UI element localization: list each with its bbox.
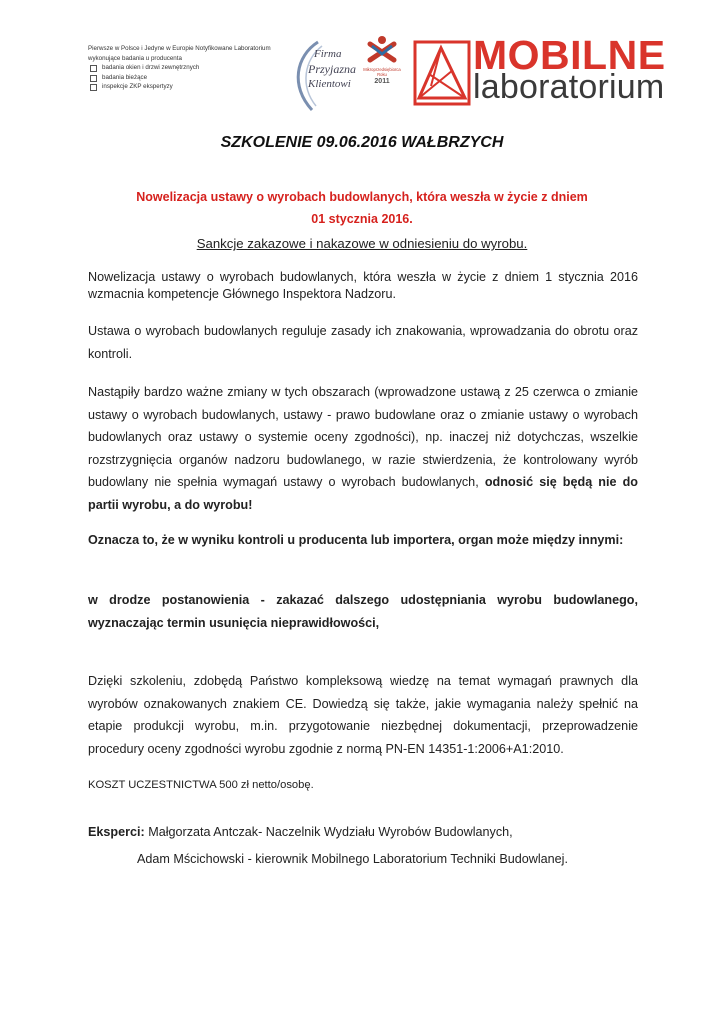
brand-laboratorium: laboratorium xyxy=(473,68,665,106)
firma-word-2: Przyjazna xyxy=(308,62,356,76)
underlined-subtitle: Sankcje zakazowe i nakazowe w odniesieniu do wyrobu. xyxy=(196,236,528,251)
letterhead xyxy=(0,0,724,120)
paragraph-6: Dzięki szkoleniu, zdobędą Państwo kompleksową wiedzę na temat wymagań prawnych dla wyrobów oznakowanych znakiem CE. Dowiedzą się także, jakie wymagania należy spełnić na etapie produkcji wyrobu, m.in. przygotowanie niezbędnej dokumentacji, przeprowadzenie procedury oceny zgodności wyrobu zgodnie z normą PN-EN 14351-1:2006+A1:2010. xyxy=(88,674,638,756)
mikroprzedsiebiorca-logo xyxy=(358,34,406,98)
award-text: Mikroprzedsiębiorca Roku xyxy=(363,67,401,77)
brand-mobilne: MOBILNE xyxy=(473,32,666,78)
mobilne-laboratorium-logo xyxy=(413,32,666,108)
red-subtitle-line-1: Nowelizacja ustawy o wyrobach budowlanych, która weszła w życie z dniem xyxy=(136,190,588,204)
paragraph-3-text: Nastąpiły bardzo ważne zmiany w tych obszarach (wprowadzone ustawą z 25 czerwca o zmianie ustawy o wyrobach budowlanych, ustawy - prawo budowlane oraz o zmianie ustawy o wyrobach budowlanych oraz ustawy o systemie oceny zgodności), np. inaczej niż dotychczas, wszelkie rozstrzygnięcia organów nadzoru budowlanego, w razie stwierdzenia, że kontrolowany wyrób budowlany nie spełnia wymagań ustawy o wyrobach budowlanych, xyxy=(88,385,638,489)
expert-1: Małgorzata Antczak- Naczelnik Wydziału Wyrobów Budowlanych, xyxy=(144,825,513,839)
lab-mark-icon xyxy=(413,40,471,106)
experts-label: Eksperci: xyxy=(88,825,145,839)
lab-description xyxy=(88,44,298,92)
award-figure-icon xyxy=(358,34,406,66)
service-item: badania okien i drzwi zewnętrznych xyxy=(88,63,298,73)
service-list xyxy=(88,63,298,92)
firma-przyjazna-klientowi-logo xyxy=(288,36,366,114)
service-item: inspekcje ZKP ekspertyzy xyxy=(88,82,298,92)
experts-line-1 xyxy=(88,821,638,844)
cost-line: KOSZT UCZESTNICTWA 500 zł netto/osobę. xyxy=(88,779,314,791)
paragraph-3 xyxy=(88,381,638,516)
paragraph-4: Oznacza to, że w wyniku kontroli u producenta lub importera, organ może między innymi: xyxy=(88,533,624,547)
firma-word-1: Firma xyxy=(314,48,342,60)
paragraph-5: w drodze postanowienia - zakazać dalszego udostępniania wyrobu budowlanego, wyznaczając termin usunięcia nieprawidłowości, xyxy=(88,593,638,630)
award-year: 2011 xyxy=(374,78,390,85)
intro-line-1: Pierwsze w Polsce i Jedyne w Europie Notyfikowane Laboratorium xyxy=(88,45,271,52)
service-item: badania bieżące xyxy=(88,73,298,83)
paragraph-3-bold: odnosić się będą nie do partii wyrobu, a do wyrobu! xyxy=(88,475,639,512)
intro-line-2: wykonujące badania u producenta xyxy=(88,54,182,62)
red-subtitle-line-2: 01 stycznia 2016. xyxy=(311,212,413,226)
paragraph-1: Nowelizacja ustawy o wyrobach budowlanych, która weszła w życie z dniem 1 stycznia 2016 wzmacnia kompetencje Głównego Inspektora Nadzoru. xyxy=(88,270,638,301)
firma-word-3: Klientowi xyxy=(308,78,351,90)
expert-2: Adam Mścichowski - kierownik Mobilnego Laboratorium Techniki Budowlanej. xyxy=(137,852,568,866)
paragraph-2: Ustawa o wyrobach budowlanych reguluje zasady ich znakowania, wprowadzania do obrotu oraz kontroli. xyxy=(88,324,638,361)
document-title: SZKOLENIE 09.06.2016 WAŁBRZYCH xyxy=(220,134,504,151)
